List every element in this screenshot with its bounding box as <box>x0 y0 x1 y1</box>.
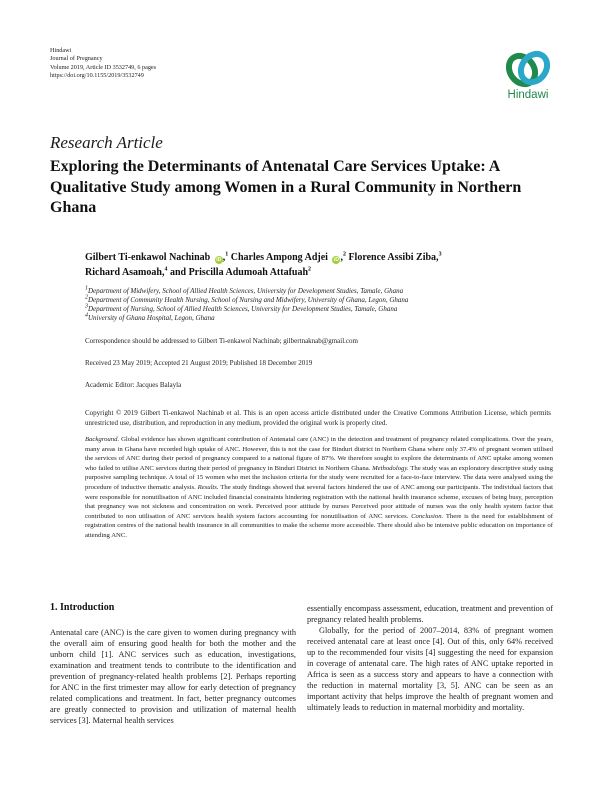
orcid-icon[interactable]: iD <box>333 257 339 263</box>
copyright-notice: Copyright © 2019 Gilbert Ti-enkawol Nachinab et al. This is an open access article distributed under the Creative Commons Attribution License, which permits unrestricted use, distribution, and reproduction in any medium, provided the original work is properly cited. <box>85 409 551 427</box>
abstract-conclusion-label: Conclusion. <box>411 512 444 520</box>
body-paragraph: essentially encompass assessment, education, treatment and prevention of pregnancy related health problems. <box>307 604 553 624</box>
affiliation-text: Department of Nursing, School of Allied Health Sciences, University for Development Studies, Tamale, Ghana <box>88 305 398 313</box>
author-affiliation-mark: 4 <box>164 266 168 273</box>
affiliation-text: Department of Midwifery, School of Allied Health Sciences, University for Development Studies, Tamale, Ghana <box>88 287 404 295</box>
affiliation-number: 4 <box>85 312 88 319</box>
affiliation-number: 3 <box>85 303 88 310</box>
journal-meta <box>50 47 156 80</box>
affiliation-list <box>85 287 408 323</box>
article-type: Research Article <box>50 133 163 152</box>
hindawi-logo <box>498 50 558 106</box>
body-column-left <box>50 602 296 726</box>
section-heading: 1. Introduction <box>50 602 115 613</box>
body-paragraph: Antenatal care (ANC) is the care given to women during pregnancy with the overall aim of ensuring good health for both the mother and the unborn child [1]. ANC services such as education, investigations, examination and treatment tends to contribute to the identification and prevention of pregnancy-related health problems [2]. Perhaps reporting for ANC in the first trimester may allow for early detection of pregnancy related complications and treatment. In fact, better pregnancy outcomes are greatly connected to provision and utilization of maternal health services [3]. Maternal health services <box>50 628 296 725</box>
body-column-right <box>307 603 553 713</box>
author-name[interactable]: and Priscilla Adumoah Attafuah <box>169 266 309 278</box>
affiliation-item <box>85 296 408 305</box>
author-affiliation-mark: 1 <box>225 251 229 258</box>
affiliation-item <box>85 314 408 323</box>
author-affiliation-mark: 2 <box>308 266 312 273</box>
orcid-icon[interactable]: iD <box>216 257 222 263</box>
journal-name: Journal of Pregnancy <box>50 55 103 63</box>
affiliation-text: University of Ghana Hospital, Legon, Ghana <box>88 314 215 322</box>
logo-text: Hindawi <box>507 89 549 101</box>
author-affiliation-mark: 2 <box>342 251 346 258</box>
academic-editor: Academic Editor: Jacques Balayla <box>85 381 182 389</box>
affiliation-number: 2 <box>85 294 88 301</box>
publisher-name: Hindawi <box>50 47 72 54</box>
author-name[interactable]: Richard Asamoah, <box>85 266 165 278</box>
volume-info: Volume 2019, Article ID 3532749, 6 pages <box>50 63 157 71</box>
publication-dates: Received 23 May 2019; Accepted 21 August 2019; Published 18 December 2019 <box>85 359 313 367</box>
hindawi-logo-icon <box>506 50 550 88</box>
affiliation-item <box>85 287 408 296</box>
author-name[interactable]: Charles Ampong Adjei <box>230 252 328 263</box>
author-name[interactable]: Gilbert Ti-enkawol Nachinab <box>85 252 211 263</box>
correspondence-line: Correspondence should be addressed to Gilbert Ti-enkawol Nachinab; gilbertnaknab@gmail.com <box>85 337 358 345</box>
doi-link[interactable]: https://doi.org/10.1155/2019/3532749 <box>50 71 144 79</box>
abstract-background: Global evidence has shown significant contribution of Antenatal care (ANC) in the detection and treatment of pregnancy related complications. Over the years, many areas in Ghana have recorded high uptake of ANC. However, this is not the case for Binduri district in Northern Ghana where only 37.4% of pregnant women utilised the services of ANC during their period of pregnancy compared to a national figure of 87%. We therefore sought to explore the determinants of ANC uptake among women who failed to utilise ANC services during their period of pregnancy in Binduri District in Northern Ghana. <box>85 436 554 472</box>
affiliation-number: 1 <box>85 285 88 292</box>
abstract-background-label: Background. <box>85 436 120 443</box>
affiliation-text: Department of Community Health Nursing, School of Nursing and Midwifery, University of Ghana, Legon, Ghana <box>88 296 409 304</box>
article-title: Exploring the Determinants of Antenatal Care Services Uptake: A Qualitative Study among Women in a Rural Community in Northern Ghana <box>50 158 522 216</box>
affiliation-item <box>85 305 408 314</box>
abstract-results: The study findings showed that several factors hindered the use of ANC among our participants. The individual factors that were responsible for nonutilisation of ANC included financial constraints hindering registration with the national health insurance scheme, excuses of being busy, perception that pregnancy was not sickness and concentration on work. Perceived poor attitude by nurses Perceived poor attitude of nurses was the only health system factor that contributed to non utilisation of ANC services health system factors accounting for nonutilisation of ANC services. <box>85 483 553 520</box>
body-paragraph: Globally, for the period of 2007–2014, 83% of pregnant women received antenatal care at least once [4]. Out of this, only 64% received up to the recommended four visits [4] suggesting the need for expansion in coverage of antenatal care. The high rates of ANC uptake reported in Africa is seen as a success story and appears to have a connection with the reduction in maternal mortality [3, 5]. ANC can be seen as an important activity that helps improve the health of pregnant women and ultimately leads to reduction in maternal morbidity and mortality. <box>307 626 553 712</box>
author-list: Gilbert Ti-enkawol Nachinab iD ,$^1$ Charles Ampong Adjei iD ,$^2$ Florence Assibi Ziba,$^3$ Richard Asamoah,$^4$ and Priscilla Adumoah Attafuah$^2$ <box>85 251 442 278</box>
author-name[interactable]: Florence Assibi Ziba, <box>348 252 439 263</box>
abstract-results-label: Results. <box>197 483 219 491</box>
author-affiliation-mark: 3 <box>438 251 442 258</box>
abstract-methodology: The study was an exploratory descriptive study using purposive sampling technique. A total of 15 women who met the inclusion criteria for the study were recruited for a face-to-face interview. The data were analysed using the procedure of inductive thematic analysis. <box>85 464 553 491</box>
abstract <box>85 435 553 541</box>
abstract-conclusion: There is the need for establishment of registration centres of the national health insurance in all communities to make the scheme more accessible. There should also be intensive public education on importance of attending ANC. <box>85 512 554 539</box>
abstract-methodology-label: Methodology. <box>372 464 409 472</box>
